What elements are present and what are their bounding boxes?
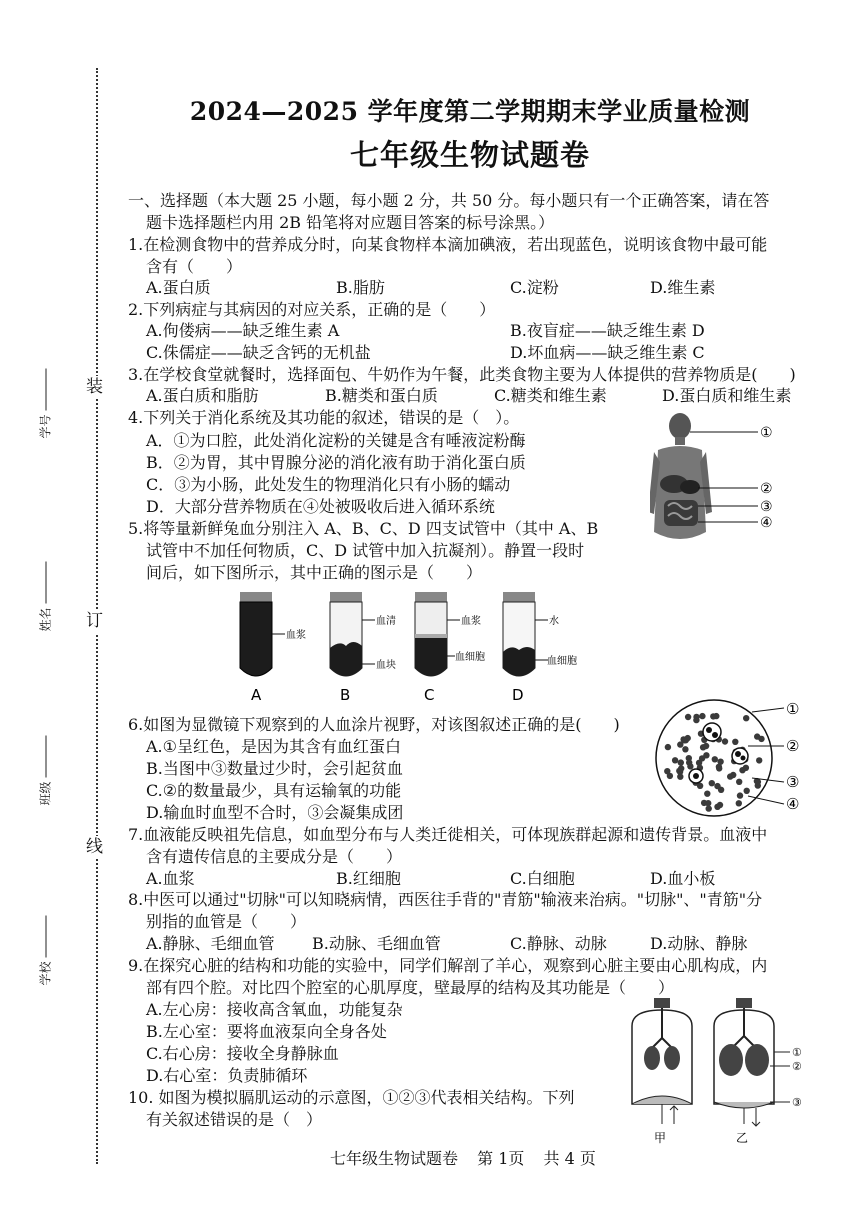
q8-option-b[interactable]: B.动脉、毛细血管	[312, 934, 441, 953]
bell-jar-yi	[714, 998, 774, 1145]
q8-option-d[interactable]: D.动脉、静脉	[650, 934, 748, 953]
digestive-system-figure	[650, 412, 790, 557]
q6-label-3: ③	[786, 773, 800, 791]
q4-option-d[interactable]: D．大部分营养物质在④处被吸收后进入循环系统	[146, 497, 495, 516]
red-blood-cell	[743, 715, 749, 721]
red-blood-cell	[697, 783, 703, 789]
q7-option-b[interactable]: B.红细胞	[336, 869, 401, 888]
q4-label-3: ③	[760, 499, 773, 515]
q9-option-a[interactable]: A.左心房：接收高含氧血，功能复杂	[146, 1000, 403, 1019]
red-blood-cell	[710, 713, 716, 719]
q7-stem-line1: 7.血液能反映祖先信息，如血型分布与人类迁徙相关，可体现族群起源和遗传背景。血液中	[128, 825, 768, 844]
tube-b-label-clot: 血块	[376, 660, 396, 671]
tube-d-label-cells: 血细胞	[547, 656, 577, 667]
red-blood-cell	[727, 773, 733, 779]
section-instruction-line2: 题卡选择题栏内用 2B 铅笔将对应题目答案的标号涂黑。）	[146, 213, 555, 232]
footer-total: 共 4 页	[543, 1149, 596, 1168]
tube-c-letter: C	[424, 686, 435, 704]
q6-stem: 6.如图为显微镜下观察到的人血涂片视野，对该图叙述正确的是( )	[128, 715, 620, 734]
q1-stem-line1: 1.在检测食物中的营养成分时，向某食物样本滴加碘液，若出现蓝色，说明该食物中最可能	[128, 235, 768, 254]
field-school	[37, 916, 54, 986]
field-class	[37, 736, 54, 806]
q4-option-c[interactable]: C．③为小肠，此处发生的物理消化只有小肠的蠕动	[146, 475, 511, 494]
q5-stem-line3: 间后，如下图所示，其中正确的图示是（ ）	[146, 563, 483, 582]
tube-b	[330, 592, 396, 704]
q9-option-c[interactable]: C.右心房：接收全身静脉血	[146, 1044, 339, 1063]
q9-option-d[interactable]: D.右心室：负责肺循环	[146, 1066, 308, 1085]
exam-title: 2024—2025 学年度第二学期期末学业质量检测	[189, 97, 751, 126]
red-blood-cell	[664, 768, 670, 774]
tube-d	[503, 592, 577, 704]
red-blood-cell	[706, 805, 712, 811]
q7-option-d[interactable]: D.血小板	[650, 869, 716, 888]
q10-stem-line1: 10. 如图为模拟膈肌运动的示意图，①②③代表相关结构。下列	[128, 1088, 575, 1107]
q10-caption-yi: 乙	[736, 1131, 749, 1145]
red-blood-cell	[678, 765, 684, 771]
q3-option-a[interactable]: A.蛋白质和脂肪	[146, 386, 259, 405]
field-underline[interactable]	[44, 562, 46, 604]
q7-option-a[interactable]: A.血浆	[146, 869, 195, 888]
q10-label-2: ②	[792, 1060, 802, 1073]
red-blood-cell	[754, 733, 760, 739]
field-underline[interactable]	[44, 736, 46, 778]
q2-option-d[interactable]: D.坏血病——缺乏维生素 C	[510, 343, 705, 362]
q8-stem-line2: 别指的血管是（ ）	[146, 912, 307, 931]
q6-label-2: ②	[786, 737, 800, 755]
red-blood-cell	[717, 802, 723, 808]
q3-option-d[interactable]: D.蛋白质和维生素	[662, 386, 792, 405]
q4-label-1: ①	[760, 425, 773, 441]
red-blood-cell	[686, 759, 692, 765]
q8-stem-line1: 8.中医可以通过"切脉"可以知晓病情，西医往手背的"青筋"输液来治病。"切脉"、"青筋"分	[128, 890, 763, 909]
exam-subtitle: 七年级生物试题卷	[349, 138, 590, 172]
red-blood-cell	[739, 767, 745, 773]
q6-option-a[interactable]: A.①呈红色，是因为其含有血红蛋白	[146, 737, 401, 756]
footer-title: 七年级生物试题卷	[330, 1149, 459, 1168]
q1-option-b[interactable]: B.脂肪	[336, 278, 385, 297]
red-blood-cell	[672, 757, 678, 763]
q4-label-2: ②	[760, 481, 773, 497]
q4-stem: 4.下列关于消化系统及其功能的叙述，错误的是（ ）。	[128, 408, 520, 427]
field-name	[37, 562, 54, 632]
q3-stem: 3.在学校食堂就餐时，选择面包、牛奶作为午餐，此类食物主要为人体提供的营养物质是( )	[128, 365, 796, 384]
red-blood-cell	[732, 739, 738, 745]
field-student-id	[37, 369, 54, 439]
q6-option-b[interactable]: B.当图中③数量过少时，会引起贫血	[146, 759, 403, 778]
q2-option-b[interactable]: B.夜盲症——缺乏维生素 D	[510, 321, 705, 340]
tube-b-label-serum: 血清	[376, 616, 396, 627]
field-label: 姓名	[38, 607, 53, 632]
tube-a	[240, 592, 306, 704]
field-label: 学校	[38, 961, 53, 986]
diaphragm-model-figure	[618, 996, 818, 1146]
red-blood-cell	[722, 738, 728, 744]
red-blood-cell	[736, 800, 742, 806]
red-blood-cell	[693, 714, 699, 720]
q7-stem-line2: 含有遗传信息的主要成分是（ ）	[146, 847, 403, 866]
tube-a-letter: A	[251, 686, 262, 704]
q1-option-c[interactable]: C.淀粉	[510, 278, 559, 297]
field-underline[interactable]	[44, 369, 46, 411]
red-blood-cell	[756, 757, 762, 763]
tube-d-label-water: 水	[549, 616, 559, 627]
field-underline[interactable]	[44, 916, 46, 958]
blood-smear-figure	[652, 696, 812, 824]
red-blood-cell	[744, 788, 750, 794]
q2-option-c[interactable]: C.侏儒症——缺乏含钙的无机盐	[146, 343, 371, 362]
test-tubes-figure	[225, 590, 605, 710]
section-instruction-line1: 一、选择题（本大题 25 小题，每小题 2 分，共 50 分。每小题只有一个正确答案，请在答	[128, 191, 770, 210]
tube-c-label-plasma: 血浆	[461, 616, 481, 627]
q6-label-4: ④	[786, 795, 800, 813]
binding-word-ding: 订	[86, 611, 103, 631]
field-label: 学号	[38, 414, 53, 439]
q7-option-c[interactable]: C.白细胞	[510, 869, 575, 888]
q1-option-d[interactable]: D.维生素	[650, 278, 716, 297]
q10-label-1: ①	[792, 1046, 802, 1059]
binding-word-xian: 线	[86, 837, 103, 857]
q5-stem-line1: 5.将等量新鲜兔血分别注入 A、B、C、D 四支试管中（其中 A、B	[128, 519, 599, 538]
q1-stem-line2: 含有（ ）	[146, 257, 243, 276]
tube-a-label-plasma: 血浆	[286, 630, 306, 641]
red-blood-cell	[685, 714, 691, 720]
tube-d-letter: D	[512, 686, 524, 704]
binding-word-zhuang: 装	[86, 377, 103, 397]
red-blood-cell	[709, 780, 715, 786]
tube-b-letter: B	[340, 686, 351, 704]
red-blood-cell	[699, 713, 705, 719]
tube-c-label-cells: 血细胞	[455, 652, 485, 663]
red-blood-cell	[682, 746, 688, 752]
red-blood-cell	[678, 759, 684, 765]
footer-page: 第 1页	[477, 1149, 525, 1168]
q10-stem-line2: 有关叙述错误的是（ ）	[146, 1110, 323, 1129]
field-label: 班级	[38, 781, 53, 806]
q9-option-b[interactable]: B.左心室：要将血液泵向全身各处	[146, 1022, 387, 1041]
q6-option-d[interactable]: D.输血时血型不合时，③会凝集成团	[146, 803, 404, 822]
q10-label-3: ③	[792, 1096, 802, 1109]
red-blood-cell	[755, 782, 761, 788]
q3-option-b[interactable]: B.糖类和蛋白质	[325, 386, 438, 405]
red-blood-cell	[712, 756, 718, 762]
white-blood-cell	[703, 723, 721, 741]
q5-stem-line2: 试管中不加任何物质，C、D 试管中加入抗凝剂）。静置一段时	[146, 541, 585, 560]
q4-label-4: ④	[760, 515, 773, 531]
q1-option-a[interactable]: A.蛋白质	[146, 278, 211, 297]
red-blood-cell	[717, 759, 723, 765]
q8-option-c[interactable]: C.静脉、动脉	[510, 934, 607, 953]
red-blood-cell	[680, 736, 686, 742]
q6-option-c[interactable]: C.②的数量最少，具有运输氧的功能	[146, 781, 402, 800]
red-blood-cell	[665, 744, 671, 750]
tube-c	[415, 592, 485, 704]
red-blood-cell	[737, 792, 743, 798]
red-blood-cell	[700, 744, 706, 750]
red-blood-cell	[714, 783, 720, 789]
q4-option-b[interactable]: B．②为胃，其中胃腺分泌的消化液有助于消化蛋白质	[146, 453, 526, 472]
red-blood-cell	[699, 755, 705, 761]
q2-option-a[interactable]: A.佝偻病——缺乏维生素 A	[146, 321, 340, 340]
q2-stem: 2.下列病症与其病因的对应关系，正确的是（ ）	[128, 300, 496, 319]
q4-option-a[interactable]: A．①为口腔，此处消化淀粉的关键是含有唾液淀粉酶	[146, 431, 526, 450]
q8-option-a[interactable]: A.静脉、毛细血管	[146, 934, 275, 953]
bell-jar-jia	[632, 998, 692, 1145]
q10-caption-jia: 甲	[654, 1131, 667, 1145]
red-blood-cell	[736, 779, 742, 785]
red-blood-cell	[704, 791, 710, 797]
page-footer	[330, 1146, 610, 1169]
q6-label-1: ①	[786, 700, 800, 718]
q9-stem-line2: 部有四个腔。对比四个腔室的心肌厚度，壁最厚的结构及其功能是（ ）	[146, 978, 675, 997]
q9-stem-line1: 9.在探究心脏的结构和功能的实验中，同学们解剖了羊心，观察到心脏主要由心肌构成，内	[128, 956, 768, 975]
q3-option-c[interactable]: C.糖类和维生素	[494, 386, 607, 405]
